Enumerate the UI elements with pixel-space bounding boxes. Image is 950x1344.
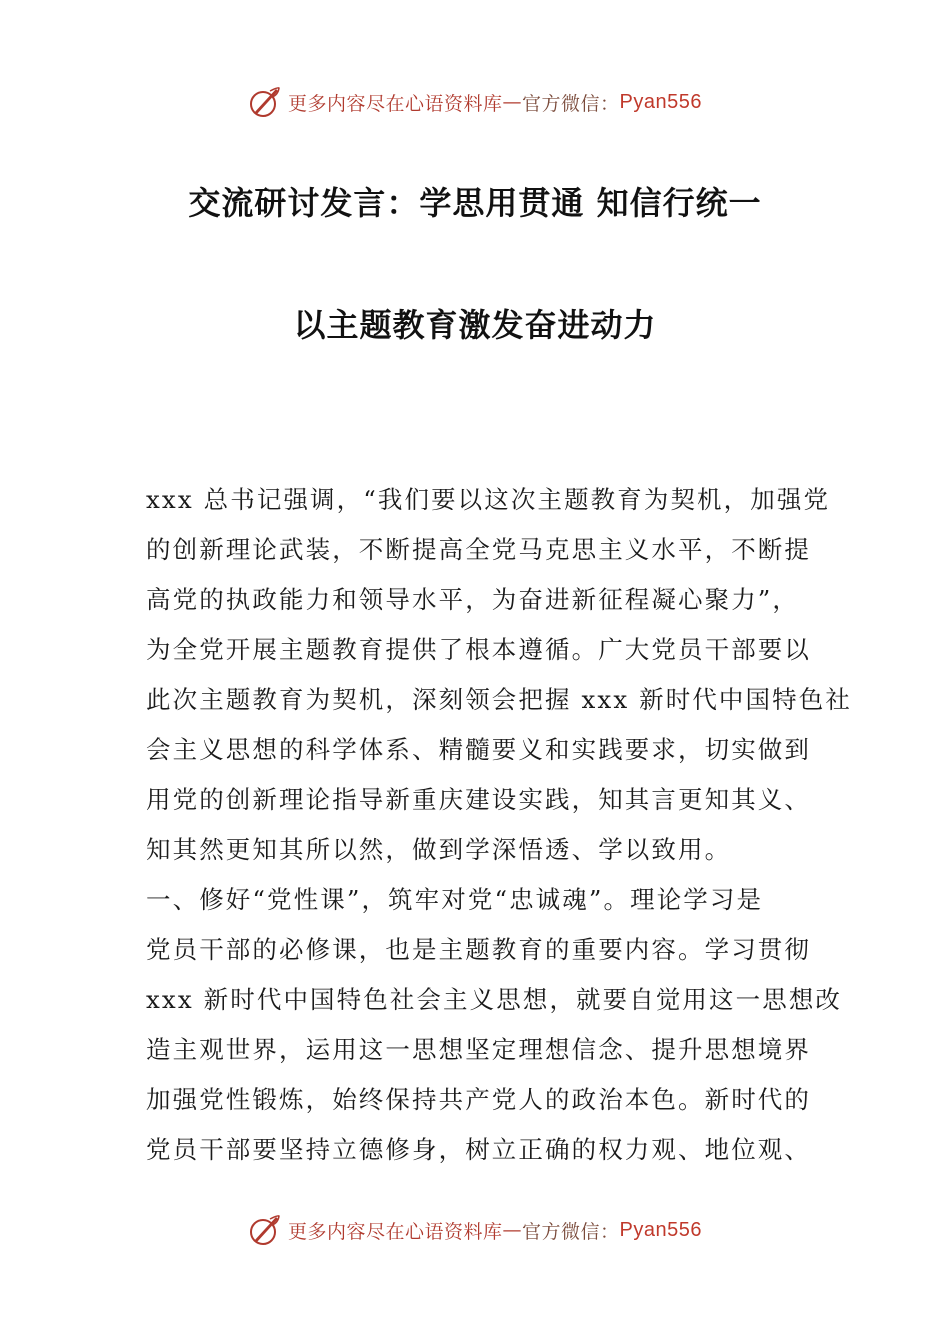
body-line: 造主观世界，运用这一思想坚定理想信念、提升思想境界 [146,1035,811,1064]
banner-wechat-id: Pyan556 [619,1218,702,1241]
body-line: 党员干部要坚持立德修身，树立正确的权力观、地位观、 [146,1135,811,1164]
body-line: 一、修好“党性课”，筑牢对党“忠诚魂”。理论学习是 [146,885,764,914]
body-line: 知其然更知其所以然，做到学深悟透、学以致用。 [146,835,732,864]
document-title: 交流研讨发言：学思用贯通 知信行统一 [188,184,762,222]
body-line: 高党的执政能力和领导水平，为奋进新征程凝心聚力”， [146,585,800,614]
body-line: 党员干部的必修课，也是主题教育的重要内容。学习贯彻 [146,935,811,964]
body-line: 加强党性锻炼，始终保持共产党人的政治本色。新时代的 [146,1085,811,1114]
banner-wechat-id: Pyan556 [619,90,702,113]
quill-pen-logo-icon [248,1213,282,1247]
banner-dash: — [502,1219,523,1241]
banner-wechat-label: 官方微信： [522,1220,620,1243]
banner-slogan: 更多内容尽在心语资料库 [288,92,503,115]
header-banner [0,82,950,122]
body-line: 为全党开展主题教育提供了根本遵循。广大党员干部要以 [146,635,811,664]
body-line: xxx 总书记强调，“我们要以这次主题教育为契机，加强党 [146,485,831,514]
body-line: 的创新理论武装，不断提高全党马克思主义水平，不断提 [146,535,811,564]
banner-dash: — [502,91,523,113]
document-body [146,475,852,1175]
body-line: 此次主题教育为契机，深刻领会把握 xxx 新时代中国特色社 [146,685,852,714]
banner-wechat-label: 官方微信： [522,92,620,115]
body-line: xxx 新时代中国特色社会主义思想，就要自觉用这一思想改 [146,985,843,1014]
banner-slogan: 更多内容尽在心语资料库 [288,1220,503,1243]
quill-pen-logo-icon [248,85,282,119]
body-line: 用党的创新理论指导新重庆建设实践，知其言更知其义、 [146,785,811,814]
document-subtitle: 以主题教育激发奋进动力 [293,306,657,344]
footer-banner [0,1210,950,1250]
body-line: 会主义思想的科学体系、精髓要义和实践要求，切实做到 [146,735,811,764]
